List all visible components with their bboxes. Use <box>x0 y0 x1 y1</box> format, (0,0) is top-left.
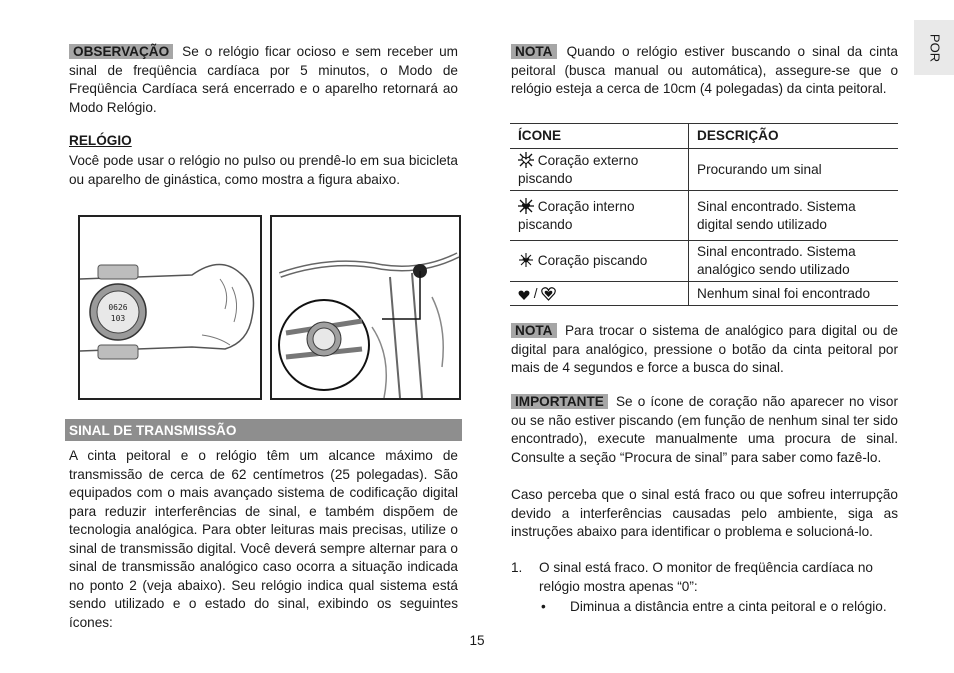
icon-separator: / <box>533 285 538 301</box>
table-cell-icon <box>510 191 689 241</box>
table-cell-icon <box>510 241 689 282</box>
bullet-symbol: • <box>541 599 546 614</box>
observation-note <box>69 43 458 117</box>
list-item <box>511 559 898 596</box>
header-description: DESCRIÇÃO <box>689 124 899 149</box>
watch-display-value: 103 <box>110 314 126 323</box>
section-text: A cinta peitoral e o relógio têm um alcance máximo de transmissão de cerca de 62 centímetros (25 polegadas). São equipados com o mais avançado sistema de codificação digital para reduzir interferências de sinal, e também dispõem de tecnologia analógica. Para obter leituras mais precisas, utilize o sinal de transmissão digital. Você deverá sempre alternar para o sinal de transmissão analógico caso ocorra a situação indicada no ponto 2 (veja abaixo). Seu relógio indica qual sistema está sendo utilizado e o estado do sinal, exibindo os seguintes ícones: <box>69 448 458 630</box>
icon-table-wrap <box>510 123 898 306</box>
heart-inner-blink-icon <box>518 198 534 214</box>
troubleshoot-list <box>511 559 898 596</box>
table-cell-icon <box>510 282 689 306</box>
icon-label: Coração externo piscando <box>518 152 639 186</box>
heart-solid-icon <box>518 289 530 301</box>
list-text: O sinal está fraco. O monitor de freqüência cardíaca no relógio mostra apenas “0”: <box>539 560 873 594</box>
bicycle-watch-figure <box>270 215 461 400</box>
bullet-item <box>541 598 898 617</box>
observation-tag: OBSERVAÇÃO <box>69 44 173 59</box>
relogio-text: Você pode usar o relógio no pulso ou prendê-lo em sua bicicleta ou aparelho de ginástica, como mostra a figura abaixo. <box>69 153 458 187</box>
observation-text: Se o relógio ficar ocioso e sem receber um sinal de freqüência cardíaca por 5 minutos, o Modo de Freqüência Cardíaca será encerrado e o aparelho retornará ao Modo Relógio. <box>69 44 459 115</box>
nota-first <box>511 43 898 99</box>
table-cell-desc: Sinal encontrado. Sistema digital sendo utilizado <box>689 191 899 241</box>
weak-signal-text: Caso perceba que o sinal está fraco ou que sofreu interrupção devido a interferências causadas pelo ambiente, siga as instruções abaixo para identificar o problema e solucioná-lo. <box>511 487 898 539</box>
table-row <box>510 191 898 241</box>
nota-second-text: Para trocar o sistema de analógico para digital ou de digital para analógico, pressione o botão da cinta peitoral por mais de 4 segundos e force a busca do sinal. <box>511 323 898 375</box>
wrist-watch-illustration <box>80 217 260 398</box>
bullet-text: Diminua a distância entre a cinta peitoral e o relógio. <box>570 599 887 614</box>
icon-label: Coração interno piscando <box>518 198 635 232</box>
important-note <box>511 393 898 467</box>
bicycle-watch-illustration <box>272 217 459 398</box>
table-cell-desc: Nenhum sinal foi encontrado <box>689 282 899 306</box>
relogio-heading: RELÓGIO <box>69 133 132 148</box>
nota-second-tag: NOTA <box>511 323 557 338</box>
nota-first-text: Quando o relógio estiver buscando o sinal da cinta peitoral (busca manual ou automática), assegure-se que o relógio esteja a cerca de 10cm (4 polegadas) da cinta peitoral. <box>511 44 898 96</box>
table-cell-desc: Procurando um sinal <box>689 149 899 191</box>
language-tab-label: POR <box>927 33 943 62</box>
important-text: Se o ícone de coração não aparecer no visor ou se não estiver piscando (em função de nenhum sinal ter sido encontrado), execute manualmente uma procura de sinal. Consulte a seção “Procura de sinal” para saber como fazê-lo. <box>511 394 898 465</box>
list-number: 1. <box>511 560 523 575</box>
wrist-watch-figure <box>78 215 262 400</box>
table-cell-icon <box>510 149 689 191</box>
icon-label: Coração piscando <box>537 253 648 268</box>
heart-double-outline-icon <box>541 286 556 301</box>
page-number: 15 <box>469 633 485 648</box>
nota-second <box>511 322 898 378</box>
important-tag: IMPORTANTE <box>511 394 608 409</box>
table-row <box>510 282 898 306</box>
table-header-row <box>510 124 898 149</box>
table-cell-desc: Sinal encontrado. Sistema analógico sendo utilizado <box>689 241 899 282</box>
heart-outer-blink-icon <box>518 152 534 168</box>
language-tab <box>914 20 954 75</box>
heart-blink-icon <box>518 252 534 268</box>
bullet-list <box>541 598 898 617</box>
nota-first-tag: NOTA <box>511 44 557 59</box>
watch-display-time: 0626 <box>108 303 128 312</box>
table-row <box>510 241 898 282</box>
section-title: SINAL DE TRANSMISSÃO <box>65 419 462 441</box>
header-icon: ÍCONE <box>510 124 689 149</box>
table-row <box>510 149 898 191</box>
icon-table <box>510 123 898 306</box>
